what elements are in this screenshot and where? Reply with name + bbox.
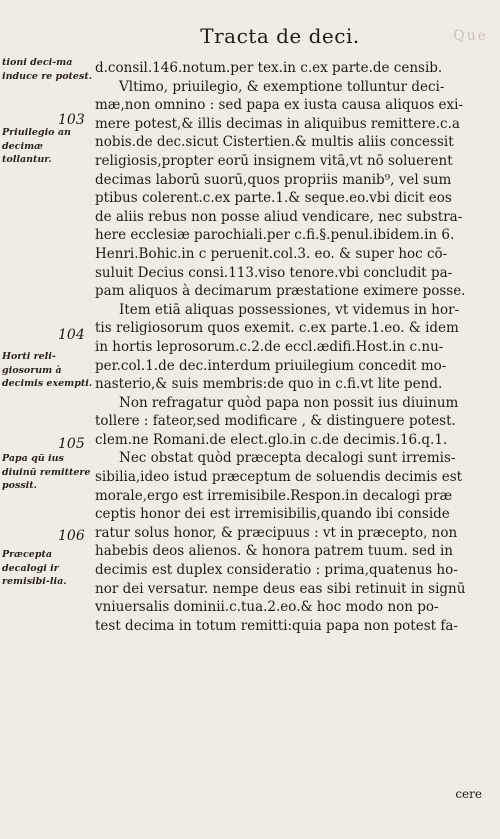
- text-line: habebis deos alienos. & honora patrem tuum. sed in: [95, 543, 453, 560]
- text-line: Item etiā aliquas possessiones, vt videmus in hor-: [119, 301, 460, 318]
- text-line: morale,ergo est irremisibile.Respon.in decalogi præ: [95, 487, 453, 504]
- text-line: d.consil.146.notum.per tex.in c.ex parte.de censib.: [95, 60, 443, 76]
- text-line: tis religiosorum quos exemit. c.ex parte.1.eo. & idem: [95, 320, 459, 337]
- margin-note: Priuilegio an decimæ tollantur.: [2, 127, 71, 165]
- text-line: suluit Decius consi.113.viso tenore.vbi concludit pa-: [95, 264, 453, 281]
- text-line: religiosis,propter eorū insignem vitā,vt nō soluerent: [95, 152, 453, 169]
- margin-note: Papa qū ius diuinū remittere possit.: [2, 453, 91, 491]
- text-line: clem.ne Romani.de elect.glo.in c.de decimis.16.q.1.: [95, 431, 448, 448]
- section-number: 106: [58, 528, 85, 544]
- section-number: 103: [58, 112, 85, 128]
- text-line: per.col.1.de dec.interdum priuilegium concedit mo-: [95, 357, 447, 374]
- margin-note: tioni deci-ma induce re potest.: [2, 57, 93, 82]
- text-line: ptibus colerent.c.ex parte.1.& seque.eo.vbi dicit eos: [95, 190, 452, 207]
- text-line: pam aliquos à decimarum præstatione eximere posse.: [95, 283, 466, 300]
- text-line: ceptis honor dei est irremisibilis,quando ibi conside: [95, 506, 450, 523]
- margin-note: Præcepta decalogi ir remisibi-lia.: [2, 549, 67, 587]
- section-number: 105: [58, 436, 85, 452]
- text-line: mere potest,& illis decimas in aliquibus remittere.c.a: [95, 115, 460, 132]
- text-line: de aliis rebus non posse aliud vendicare, nec substra-: [95, 208, 463, 225]
- margin-note: Horti reli-giosorum à decimis exempti.: [2, 351, 93, 389]
- text-line: decimas laborū suorū,quos propriis manib⁹, vel sum: [95, 171, 452, 188]
- text-line: nor dei versatur. nempe deus eas sibi retinuit in signū: [95, 580, 466, 597]
- text-line: Vltimo, priuilegio, & exemptione tolluntur deci-: [119, 78, 445, 95]
- text-line: Henri.Bohic.in c peruenit.col.3. eo. & super hoc cō-: [95, 245, 448, 262]
- section-number: 104: [58, 327, 85, 343]
- text-line: ratur solus honor, & præcipuus : vt in præcepto, non: [95, 524, 458, 541]
- text-line: Nec obstat quòd præcepta decalogi sunt irremis-: [119, 450, 456, 467]
- show-through-text: Que: [453, 28, 488, 44]
- text-line: tollere : fateor,sed modificare , & distinguere potest.: [95, 413, 456, 430]
- text-line: nasterio,& suis membris:de quo in c.fi.vt lite pend.: [95, 376, 443, 393]
- text-line: decimis est duplex consideratio : prima,quatenus ho-: [95, 562, 458, 579]
- text-line: nobis.de dec.sicut Cistertien.& multis aliis concessit: [95, 134, 454, 151]
- running-header: Tracta de deci.: [200, 24, 360, 48]
- text-line: mæ,non omnino : sed papa ex iusta causa aliquos exi-: [95, 97, 464, 114]
- text-line: test decima in totum remitti:quia papa non potest fa-: [95, 617, 458, 634]
- catchword: cere: [455, 787, 482, 801]
- text-line: in hortis leprosorum.c.2.de eccl.ædifi.Host.in c.nu-: [95, 338, 444, 355]
- text-line: vniuersalis dominii.c.tua.2.eo.& hoc modo non po-: [95, 599, 439, 616]
- text-line: here ecclesiæ parochiali.per c.fi.§.penul.ibidem.in 6.: [95, 227, 455, 244]
- text-line: Non refragatur quòd papa non possit ius diuinum: [119, 394, 459, 411]
- text-line: sibilia,ideo istud præceptum de soluendis decimis est: [95, 469, 463, 486]
- main-text-block: [95, 59, 485, 635]
